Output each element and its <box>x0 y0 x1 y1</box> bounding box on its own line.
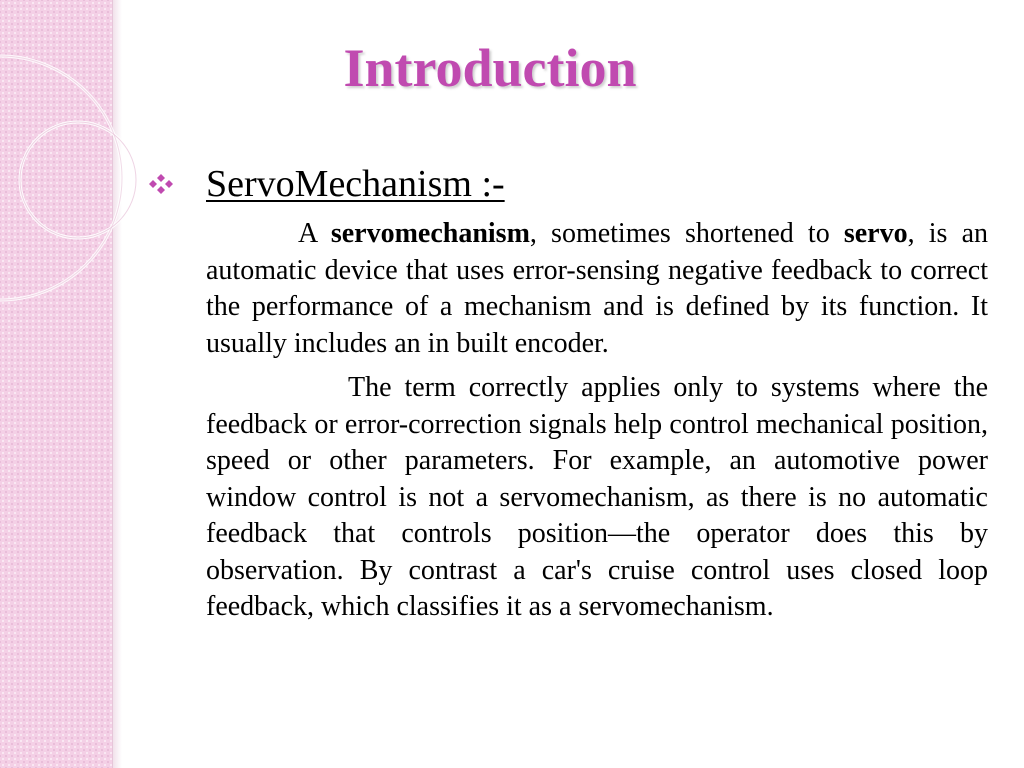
term-servomechanism: servomechanism <box>330 218 530 249</box>
term-servo: servo <box>843 218 908 249</box>
slide-body <box>206 216 988 626</box>
slide-title: Introduction <box>343 38 637 98</box>
paragraph-lead: A <box>298 218 317 249</box>
paragraph-mid: , sometimes shortened to <box>529 218 830 249</box>
paragraph-definition <box>206 216 988 362</box>
diamond-bullet-icon <box>146 172 176 196</box>
section-heading: ServoMechanism :- <box>206 163 505 205</box>
paragraph-usage <box>206 370 988 626</box>
bullet-heading-row <box>146 160 1006 210</box>
paragraph-rest: , is an automatic device that uses error-sensing negative feedback to correct the performance of a mechanism and is defined by its function. It usually includes an in built encoder. <box>206 218 989 359</box>
paragraph-usage-text: The term correctly applies only to systems where the feedback or error-correction signals help control mechanical position, speed or other parameters. For example, an automotive power window control is not a servomechanism, as there is no automatic feedback that controls position—the operator does this by observation. By contrast a car's cruise control uses closed loop feedback, which classifies it as a servomechanism. <box>206 372 988 622</box>
